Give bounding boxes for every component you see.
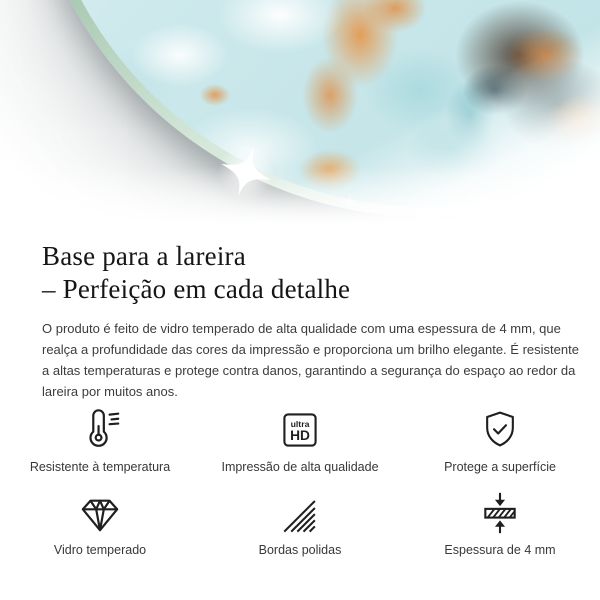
product-description: O produto é feito de vidro temperado de alta qualidade com uma espessura de 4 mm, que realça a profundidade das cores da impressão e proporciona um brilho elegante. É resistente a altas temperaturas e protege contra danos, garantindo a segurança do espaço ao redor da lareira por muitos anos. bbox=[42, 321, 579, 399]
hd-text: HD bbox=[290, 428, 310, 444]
sparkle-icon bbox=[214, 140, 278, 204]
feature-tempered-glass bbox=[0, 489, 200, 558]
small-sparkle-icon bbox=[338, 192, 360, 214]
feature-label: Bordas polidas bbox=[258, 543, 342, 557]
feature-protects-surface bbox=[400, 406, 600, 475]
features-grid bbox=[0, 406, 600, 558]
feature-polished-edges bbox=[200, 489, 400, 558]
feature-label: Protege a superfície bbox=[444, 460, 556, 474]
polished-edges-icon bbox=[279, 489, 321, 535]
title-line-1: Base para a lareira bbox=[42, 241, 246, 271]
page-title bbox=[42, 240, 558, 306]
feature-label: Resistente à temperatura bbox=[29, 460, 171, 474]
feature-print-quality bbox=[200, 406, 400, 475]
content-section bbox=[0, 240, 600, 402]
ultra-hd-icon bbox=[278, 406, 322, 452]
diamond-icon bbox=[77, 489, 123, 535]
product-image bbox=[0, 0, 600, 232]
bottom-fade-overlay bbox=[0, 0, 600, 232]
ultra-text: ultra bbox=[290, 418, 310, 429]
feature-temperature bbox=[0, 406, 200, 475]
shield-check-icon bbox=[478, 406, 522, 452]
thermometer-icon bbox=[77, 406, 123, 452]
feature-label: Impressão de alta qualidade bbox=[221, 460, 379, 474]
feature-label: Vidro temperado bbox=[53, 543, 147, 557]
feature-thickness bbox=[400, 489, 600, 558]
title-line-2: – Perfeição em cada detalhe bbox=[42, 274, 351, 304]
thickness-press-icon bbox=[478, 489, 522, 535]
feature-label: Espessura de 4 mm bbox=[444, 543, 556, 557]
